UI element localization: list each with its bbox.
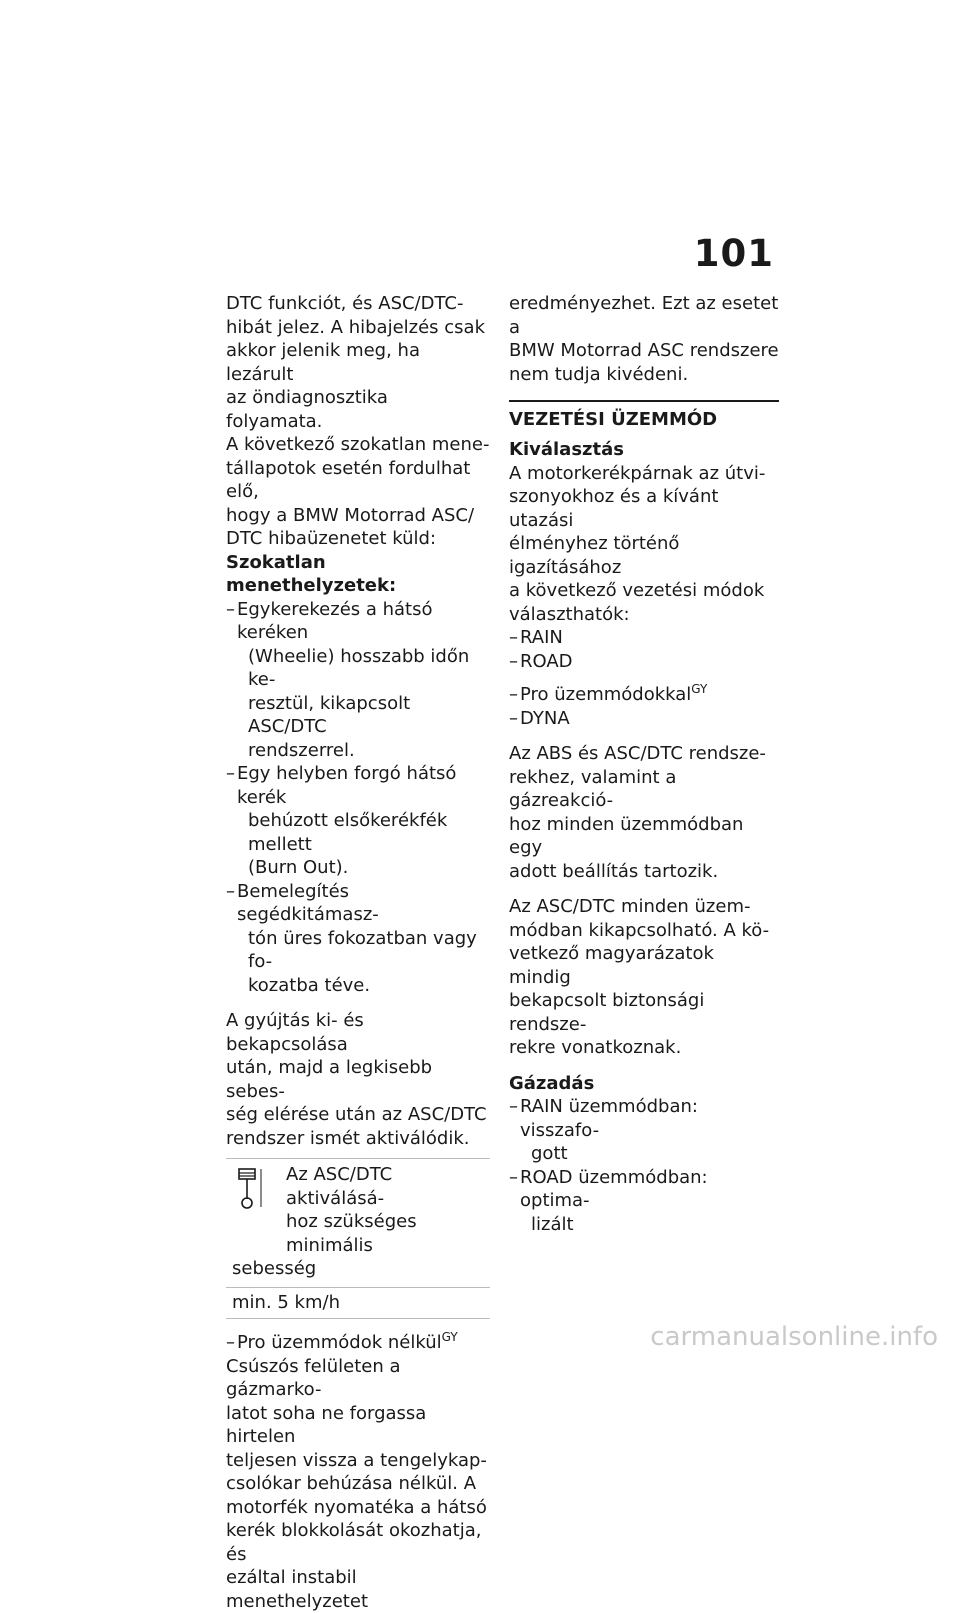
line: élményhez történő igazításához: [509, 533, 679, 578]
line: resztül, kikapcsolt ASC/DTC: [237, 692, 490, 739]
dash-bullet: –: [509, 683, 518, 707]
watermark: carmanualsonline.info: [650, 1322, 938, 1352]
line: latot soha ne forgassa hirtelen: [226, 1403, 426, 1448]
dash-bullet: –: [509, 626, 518, 650]
left-column: [226, 292, 490, 1613]
line: csolókar behúzása nélkül. A: [226, 1473, 476, 1494]
line: Az ABS és ASC/DTC rendsze-: [509, 743, 766, 764]
line: rekre vonatkoznak.: [509, 1037, 681, 1058]
spec-value: min. 5 km/h: [226, 1287, 490, 1319]
line: lizált: [520, 1213, 779, 1237]
line: módban kikapcsolható. A kö-: [509, 920, 769, 941]
line: kerék blokkolását okozhatja, és: [226, 1520, 481, 1565]
mode-item-road: [509, 650, 779, 674]
mode-item-dyna: [509, 707, 779, 731]
list-item: [226, 880, 490, 998]
line: A következő szokatlan mene-: [226, 434, 489, 455]
line: Pro üzemmódokkal: [520, 684, 691, 705]
line: ROAD üzemmódban: optima-: [520, 1166, 779, 1213]
subheading-selection: Kiválasztás: [509, 438, 779, 462]
line: Csúszós felületen a gázmarko-: [226, 1356, 400, 1401]
spec-box-header: [226, 1159, 490, 1287]
section-divider: [509, 400, 779, 402]
line: motorfék nyomatéka a hátsó: [226, 1497, 487, 1518]
country-superscript: GY: [691, 682, 707, 696]
line: bekapcsolt biztonsági rendsze-: [509, 990, 704, 1035]
line: A motorkerékpárnak az útvi-: [509, 463, 765, 484]
line: DTC funkciót, és ASC/DTC-: [226, 293, 464, 314]
paragraph-intro: [226, 292, 490, 433]
paragraph-warning: [226, 1355, 490, 1613]
line: nem tudja kivédeni.: [509, 364, 688, 385]
dash-bullet: –: [226, 1331, 235, 1355]
line: DYNA: [520, 707, 779, 731]
line: rendszer ismét aktiválódik.: [226, 1128, 469, 1149]
line: ROAD: [520, 650, 779, 674]
section-title: VEZETÉSI ÜZEMMÓD: [509, 408, 779, 432]
line: rekhez, valamint a gázreakció-: [509, 767, 676, 812]
list-item: [226, 762, 490, 880]
paragraph-settings: [509, 742, 779, 883]
heading-unusual-situations: Szokatlan menethelyzetek:: [226, 551, 490, 598]
throttle-item-road: [509, 1166, 779, 1237]
line: Bemelegítés segédkitámasz-: [237, 880, 490, 927]
line: után, majd a legkisebb sebes-: [226, 1057, 432, 1102]
dash-bullet: –: [509, 650, 518, 674]
throttle-item-rain: [509, 1095, 779, 1166]
line: Az ASC/DTC aktiválásá-: [232, 1163, 486, 1210]
line: RAIN: [520, 626, 779, 650]
line: szonyokhoz és a kívánt utazási: [509, 486, 718, 531]
dash-bullet: –: [226, 598, 235, 622]
line: (Wheelie) hosszabb időn ke-: [237, 645, 490, 692]
mode-item-rain: [509, 626, 779, 650]
line: a következő vezetési módok: [509, 580, 764, 601]
line: ezáltal instabil menethelyzetet: [226, 1567, 368, 1612]
dash-bullet: –: [509, 1095, 518, 1119]
paragraph-modes-intro: [509, 462, 779, 627]
subheading-throttle: Gázadás: [509, 1072, 779, 1096]
line: hibát jelez. A hibajelzés csak: [226, 317, 485, 338]
line: A gyújtás ki- és bekapcsolása: [226, 1010, 364, 1055]
line: RAIN üzemmódban: visszafo-: [520, 1095, 779, 1142]
line: rendszerrel.: [237, 739, 490, 763]
dash-bullet: –: [509, 707, 518, 731]
line: tón üres fokozatban vagy fo-: [237, 927, 490, 974]
paragraph-reactivation: [226, 1009, 490, 1150]
right-column: [509, 292, 779, 1236]
line: adott beállítás tartozik.: [509, 861, 718, 882]
line: Pro üzemmódok nélkül: [237, 1332, 442, 1353]
piston-icon: [236, 1167, 264, 1211]
line: sebesség: [232, 1257, 486, 1281]
spec-box: [226, 1158, 490, 1319]
list-item: [226, 598, 490, 763]
line: DTC hibaüzenetet küld:: [226, 528, 436, 549]
line: az öndiagnosztika folyamata.: [226, 387, 388, 432]
line: Egy helyben forgó hátsó kerék: [237, 762, 490, 809]
paragraph-continuation: [509, 292, 779, 386]
line: BMW Motorrad ASC rendszere: [509, 340, 779, 361]
line: Egykerekezés a hátsó keréken: [237, 598, 490, 645]
list-item-pro: [226, 1331, 490, 1355]
line: teljesen vissza a tengelykap-: [226, 1450, 487, 1471]
country-superscript: GY: [442, 1330, 458, 1344]
line: hoz minden üzemmódban egy: [509, 814, 743, 859]
line: ség elérése után az ASC/DTC: [226, 1104, 487, 1125]
line: eredményezhet. Ezt az esetet a: [509, 293, 778, 338]
line: kozatba téve.: [237, 974, 490, 998]
line: gott: [520, 1142, 779, 1166]
line: behúzott elsőkerékfék mellett: [237, 809, 490, 856]
paragraph-conditions: [226, 433, 490, 551]
line: (Burn Out).: [237, 856, 490, 880]
line: Az ASC/DTC minden üzem-: [509, 896, 750, 917]
dash-bullet: –: [226, 880, 235, 904]
line: választhatók:: [509, 604, 630, 625]
line: hoz szükséges minimális: [232, 1210, 486, 1257]
dash-bullet: –: [226, 762, 235, 786]
line: vetkező magyarázatok mindig: [509, 943, 714, 988]
line: tállapotok esetén fordulhat elő,: [226, 458, 470, 503]
page-number: 101: [694, 232, 774, 275]
paragraph-disable: [509, 895, 779, 1060]
dash-bullet: –: [509, 1166, 518, 1190]
mode-item-pro: [509, 683, 779, 707]
line: akkor jelenik meg, ha lezárult: [226, 340, 420, 385]
line: hogy a BMW Motorrad ASC/: [226, 505, 474, 526]
